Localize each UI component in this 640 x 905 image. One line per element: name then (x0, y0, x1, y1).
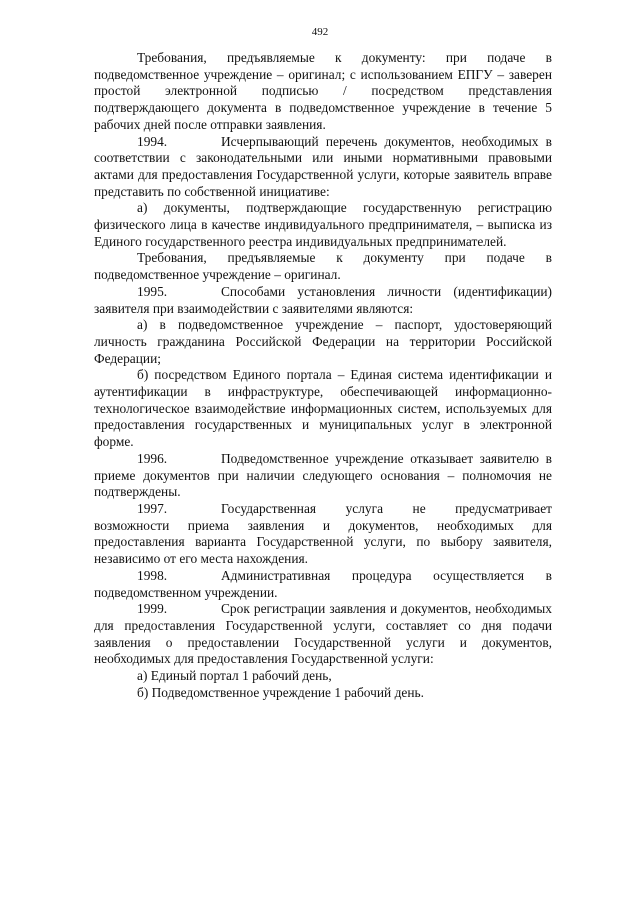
clause-number: 1997. (137, 500, 168, 516)
paragraph-1994: 1994. Исчерпывающий перечень документов, необходимых в соответствии с законодательными или иными нормативными правовыми актами для предоставления Государственной услуги, которые заявитель вправе представить по собственной инициативе: (94, 133, 552, 199)
paragraph-requirements-2: Требования, предъявляемые к документу при подаче в подведомственное учреждение – оригинал. (94, 250, 552, 283)
paragraph-item-a-1: а) документы, подтверждающие государственную регистрацию физического лица в качестве индивидуального предпринимателя, – выписка из Единого государственного реестра индивидуальных предпринимателей. (94, 200, 552, 249)
paragraph-item-a-2: а) в подведомственное учреждение – паспорт, удостоверяющий личность гражданина Российской Федерации на территории Российской Федерации; (94, 317, 552, 366)
clause-number: 1996. (137, 450, 168, 466)
paragraph-1996: 1996. Подведомственное учреждение отказывает заявителю в приеме документов при наличии следующего основания – полномочия не подтверждены. (94, 450, 552, 500)
paragraph-requirements-1: Требования, предъявляемые к документу: при подаче в подведомственное учреждение – оригинал; с использованием ЕПГУ – заверен простой электронной подписью / посредством представления подтверждающего документа в подведомственное учреждение в течение 5 рабочих дней после отправки заявления. (94, 50, 552, 132)
clause-number: 1999. (137, 601, 168, 617)
paragraph-1999: 1999. Срок регистрации заявления и документов, необходимых для предоставления Государственной услуги, составляет со дня подачи заявления о предоставлении Государственной услуги и документов, необходимых для предоставления Государственной услуги: (94, 601, 552, 667)
paragraph-1998: 1998. Административная процедура осуществляется в подведомственном учреждении. (94, 567, 552, 600)
clause-number: 1994. (137, 133, 168, 149)
paragraph-1995: 1995. Способами установления личности (идентификации) заявителя при взаимодействии с заявителями являются: (94, 283, 552, 316)
paragraph-1997: 1997. Государственная услуга не предусматривает возможности приема заявления и документов, необходимых для предоставления варианта Государственной услуги, по выбору заявителя, независимо от его места нахождения. (94, 500, 552, 567)
paragraph-item-a-3: а) Единый портал 1 рабочий день, (137, 668, 332, 684)
clause-number: 1998. (137, 567, 168, 583)
page-number: 492 (311, 26, 329, 38)
clause-number: 1995. (137, 283, 168, 299)
paragraph-item-b-2: б) Подведомственное учреждение 1 рабочий день. (137, 684, 424, 700)
document-body (94, 50, 552, 701)
paragraph-item-b-1: б) посредством Единого портала – Единая система идентификации и аутентификации в инфраструктуре, обеспечивающей информационно-технологическое взаимодействие информационных систем, используемых для предоставления государственных и муниципальных услуг в электронной форме. (94, 367, 552, 450)
